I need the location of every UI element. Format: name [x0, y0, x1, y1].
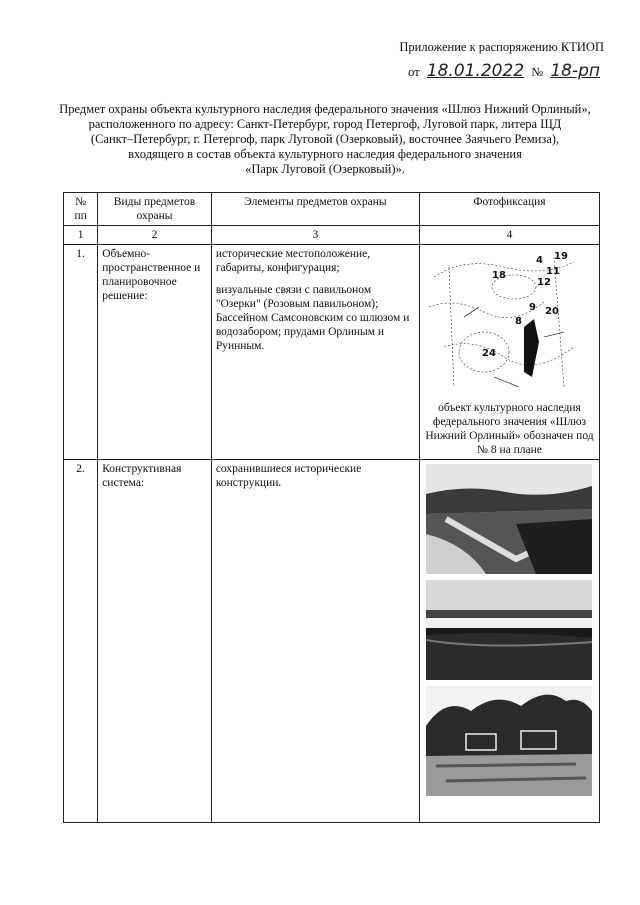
title-line: (Санкт–Петербург, г. Петергоф, парк Луговой (Озерковый), восточнее Заячьего Ремиза), [90, 132, 560, 146]
protection-type: Конструктивная система: [98, 460, 212, 823]
map-caption: объект культурного наследия федерального значения «Шлюз Нижний Орлиный» обозначен под № 8 на плане [425, 402, 594, 456]
protection-table [63, 192, 600, 823]
col-number: 3 [211, 226, 419, 245]
map-label: 19 [553, 251, 568, 262]
from-label: от [408, 65, 420, 79]
col-number: 1 [64, 226, 98, 245]
number-sign: № [531, 65, 544, 79]
element-text: визуальные связи с павильоном "Озерки" (Розовым павильоном); Бассейном Самсоновским со шлюзом и водозабором; прудами Орлиным и Руинным. [215, 284, 410, 352]
table-header-row [64, 193, 600, 226]
col-header-type: Виды предметов охраны [98, 193, 212, 226]
title-line: «Парк Луговой (Озерковый)». [245, 162, 405, 176]
title-line: входящего в состав объекта культурного наследия федерального значения [128, 147, 522, 161]
document-title [40, 102, 610, 177]
table-row [64, 460, 600, 823]
photo-cell [419, 460, 599, 823]
column-number-row [64, 226, 600, 245]
photo-lock-2 [426, 580, 592, 680]
photo-lock-3 [426, 686, 592, 796]
col-number: 2 [98, 226, 212, 245]
map-label: 4 [535, 255, 543, 266]
protection-elements [211, 460, 419, 823]
photo-cell [419, 245, 599, 460]
element-text: сохранившиеся исторические конструкции. [215, 463, 362, 489]
appendix-text: Приложение к распоряжению КТИОП [399, 40, 604, 54]
appendix-header [344, 40, 604, 81]
map-label: 18 [491, 270, 506, 281]
title-line: Предмет охраны объекта культурного наследия федерального значения «Шлюз Нижний Орлиный», [59, 102, 591, 116]
protection-elements [211, 245, 419, 460]
col-header-number: № пп [64, 193, 98, 226]
map-label: 9 [528, 302, 536, 313]
site-plan-map [424, 247, 584, 397]
map-label: 20 [544, 306, 559, 317]
col-header-photo: Фотофиксация [419, 193, 599, 226]
map-label: 12 [536, 277, 551, 288]
title-line: расположенного по адресу: Санкт-Петербург, город Петергоф, Луговой парк, литера ЩД [88, 117, 562, 131]
col-header-elements: Элементы предметов охраны [211, 193, 419, 226]
element-text: исторические местоположение, габариты, конфигурация; [215, 248, 371, 274]
row-number: 1. [64, 245, 98, 460]
map-label: 8 [514, 316, 522, 327]
handwritten-date: 18.01.2022 [426, 61, 525, 81]
row-number: 2. [64, 460, 98, 823]
col-number: 4 [419, 226, 599, 245]
protection-type: Объемно-пространственное и планировочное решение: [98, 245, 212, 460]
photo-lock-1 [426, 464, 592, 574]
map-label: 24 [481, 348, 496, 359]
table-row [64, 245, 600, 460]
map-label: 11 [545, 266, 560, 277]
handwritten-number: 18-рп [550, 61, 600, 81]
